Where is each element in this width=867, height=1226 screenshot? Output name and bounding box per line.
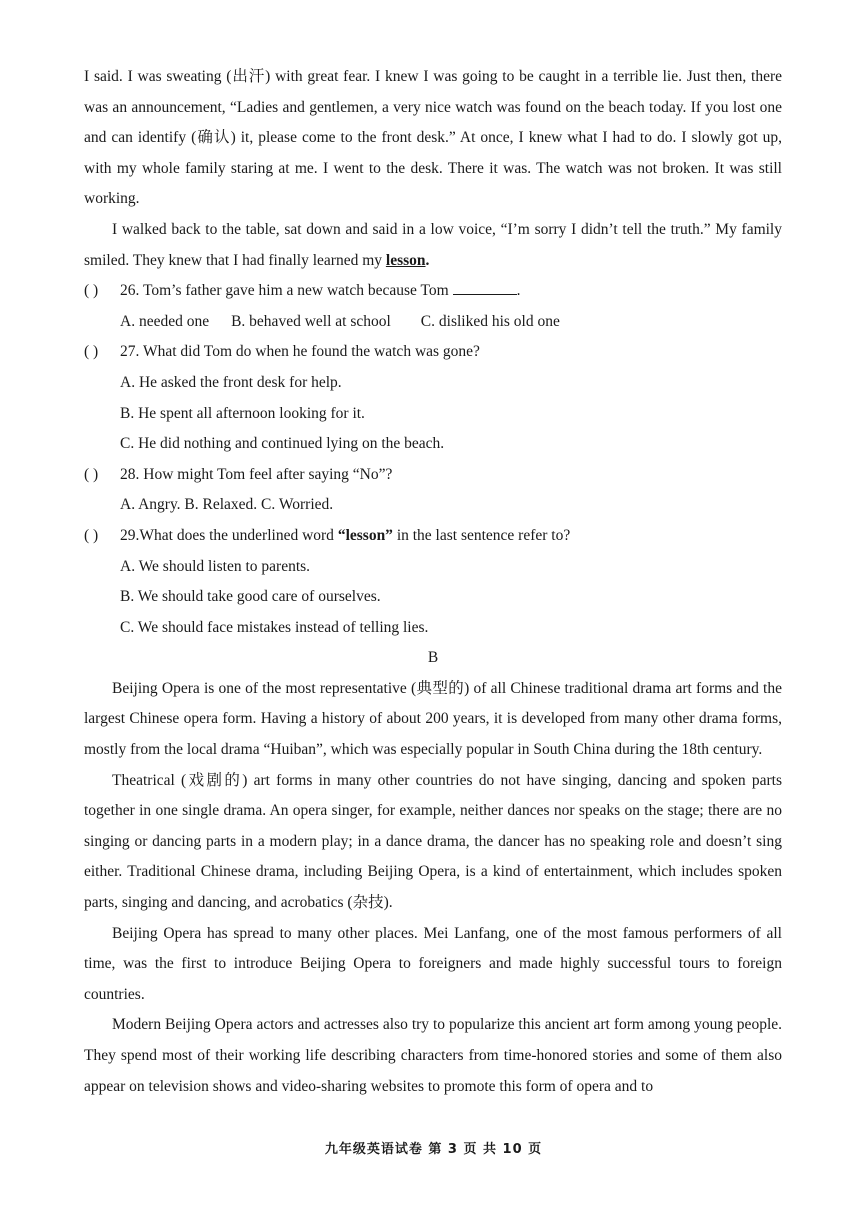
question-26 (84, 276, 782, 307)
option-b: B. behaved well at school (231, 312, 391, 330)
answer-blank (453, 278, 517, 295)
answer-bracket[interactable]: ( ) (84, 282, 99, 300)
question-27 (84, 337, 782, 368)
question-28 (84, 460, 782, 491)
exam-page (84, 62, 782, 1102)
option-c: C. We should face mistakes instead of telling lies. (120, 618, 429, 636)
passage-b-paragraph-3: Beijing Opera has spread to many other places. Mei Lanfang, one of the most famous performers of all time, was the first to introduce Beijing Opera to foreigners and made highly successful tours to foreign countries. (84, 924, 782, 1003)
option-b: B. He spent all afternoon looking for it. (120, 404, 365, 422)
answer-bracket[interactable]: ( ) (84, 343, 99, 361)
question-stem: 27. What did Tom do when he found the watch was gone? (120, 343, 480, 361)
option-a: A. needed one (120, 312, 210, 330)
passage-b-paragraph-1: Beijing Opera is one of the most representative (典型的) of all Chinese traditional drama art forms and the largest Chinese opera form. Having a history of about 200 years, it is developed from many other drama forms, mostly from the local drama “Huiban”, which was especially popular in South China during the 18th century. (84, 679, 782, 759)
stem-end: in the last sentence refer to? (392, 526, 571, 544)
stem-text: 26. Tom’s father gave him a new watch because Tom (120, 282, 453, 300)
stem-text: 29.What does the underlined word (120, 526, 338, 544)
page-footer: 九年级英语试卷 第 3 页 共 10 页 (324, 1142, 543, 1157)
option-a: A. We should listen to parents. (120, 557, 311, 575)
passage-b-paragraph-2: Theatrical (戏剧的) art forms in many other countries do not have singing, dancing and spoken parts together in one single drama. An opera singer, for example, neither dances nor speaks on the stage; there are no singing or dancing parts in a modern play; in a dance drama, the dancer has no speaking role and doesn’t sing either. Traditional Chinese drama, including Beijing Opera, is a kind of entertainment, which includes spoken parts, singing and dancing, and acrobatics (杂技). (84, 771, 782, 912)
option-a: A. He asked the front desk for help. (120, 373, 342, 391)
question-stem (120, 521, 570, 552)
stem-end: . (516, 282, 521, 300)
answer-bracket[interactable]: ( ) (84, 465, 99, 483)
question-stem: 28. How might Tom feel after saying “No”? (120, 465, 393, 483)
option-c: C. disliked his old one (420, 312, 560, 330)
passage-a-paragraph-2 (84, 215, 782, 276)
option-c: C. He did nothing and continued lying on the beach. (120, 435, 445, 453)
option-b: B. We should take good care of ourselves. (120, 588, 381, 606)
paragraph-end: . (425, 251, 430, 269)
question-28-options: A. Angry. B. Relaxed. C. Worried. (120, 496, 334, 514)
quoted-word: “lesson” (337, 526, 393, 544)
passage-a-paragraph-1: I said. I was sweating (出汗) with great fear. I knew I was going to be caught in a terrible lie. Just then, there was an announcement, “Ladies and gentlemen, a very nice watch was found on the beach today. If you lost one and can identify (确认) it, please come to the front desk.” At once, I knew what I had to do. I slowly got up, with my whole family staring at me. I went to the desk. There it was. The watch was not broken. It was still working. (84, 68, 782, 208)
section-heading: B (427, 649, 439, 667)
underlined-word-lesson: lesson (385, 251, 426, 269)
passage-b-paragraph-4: Modern Beijing Opera actors and actresses also try to popularize this ancient art form among young people. They spend most of their working life describing characters from time-honored stories and some of them also appear on television shows and video-sharing websites to promote this form of opera and to (84, 1016, 782, 1095)
question-29 (84, 521, 782, 552)
answer-bracket[interactable]: ( ) (84, 526, 99, 544)
question-stem (120, 276, 520, 307)
paragraph-text: I walked back to the table, sat down and said in a low voice, “I’m sorry I didn’t tell the truth.” My family smiled. They knew that I had finally learned my (84, 220, 782, 269)
question-26-options (84, 307, 782, 338)
